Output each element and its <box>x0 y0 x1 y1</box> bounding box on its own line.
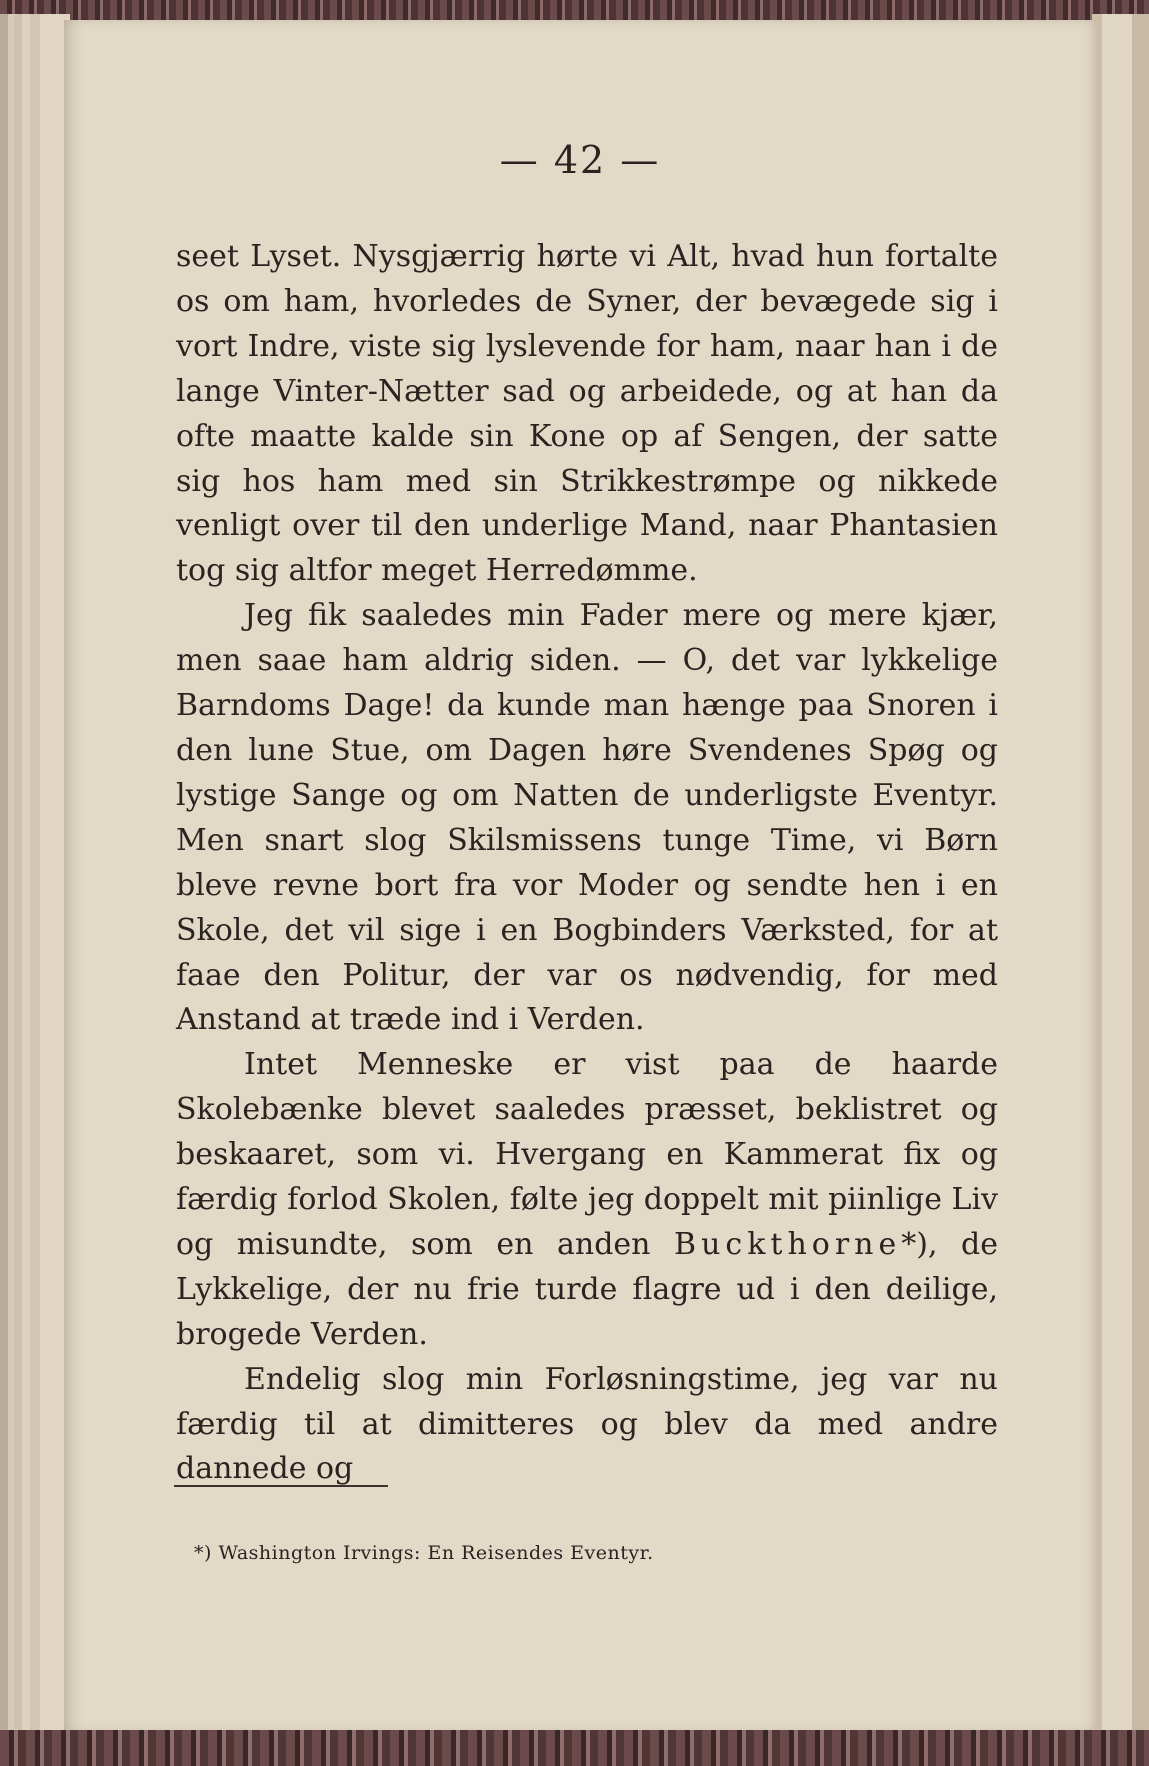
binding-edge-bottom <box>0 1730 1149 1766</box>
paragraph-3 <box>176 1043 998 1357</box>
body-text <box>176 235 998 1492</box>
paragraph-2: Jeg fik saaledes min Fader mere og mere kjær, men saae ham aldrig siden. — O, det var lykkelige Barndoms Dage! da kunde man hænge paa Snoren i den lune Stue, om Dagen høre Svendenes Spøg og lystige Sange og om Natten de underligste Eventyr. Men snart slog Skilsmissens tunge Time, vi Børn bleve revne bort fra vor Moder og sendte hen i en Skole, det vil sige i en Bogbinders Værksted, for at faae den Politur, der var os nødvendig, for med Anstand at træde ind i Verden. <box>176 598 998 1038</box>
page-stack-left <box>0 14 70 1734</box>
spaced-name: Buckthorne <box>674 1226 902 1262</box>
footnote: *) Washington Irvings: En Reisendes Eventyr. <box>194 1542 654 1564</box>
page-number: — 42 — <box>499 138 661 182</box>
footnote-mark: *) <box>901 1226 928 1262</box>
paragraph-4: Endelig slog min Forløsningstime, jeg var nu færdig til at dimitteres og blev da med andre dannede og <box>176 1361 998 1487</box>
book-page <box>64 20 1096 1732</box>
paragraph-1: seet Lyset. Nysgjærrig hørte vi Alt, hvad hun fortalte os om ham, hvorledes de Syner, der bevægede sig i vort Indre, viste sig lyslevende for ham, naar han i de lange Vinter-Nætter sad og arbeidede, og at han da ofte maatte kalde sin Kone op af Sengen, der satte sig hos ham med sin Strikkestrømpe og nikkede venligt over til den underlige Mand, naar Phantasien tog sig altfor meget Herredømme. <box>176 239 998 589</box>
page-edge-right <box>1092 14 1149 1734</box>
footnote-rule <box>174 1485 388 1487</box>
paragraph-3-text-before: Intet Menneske er vist paa de haarde Skolebænke blevet saaledes præsset, beklistret og beskaaret, som vi. Hvergang en Kammerat fix og færdig forlod Skolen, følte jeg doppelt mit piinlige Liv og misundte, som en anden <box>176 1047 998 1262</box>
paragraph-3-text-after: , de Lykkelige, der nu frie turde flagre ud i den deilige, brogede Verden. <box>176 1226 998 1352</box>
binding-edge-top <box>0 0 1149 22</box>
